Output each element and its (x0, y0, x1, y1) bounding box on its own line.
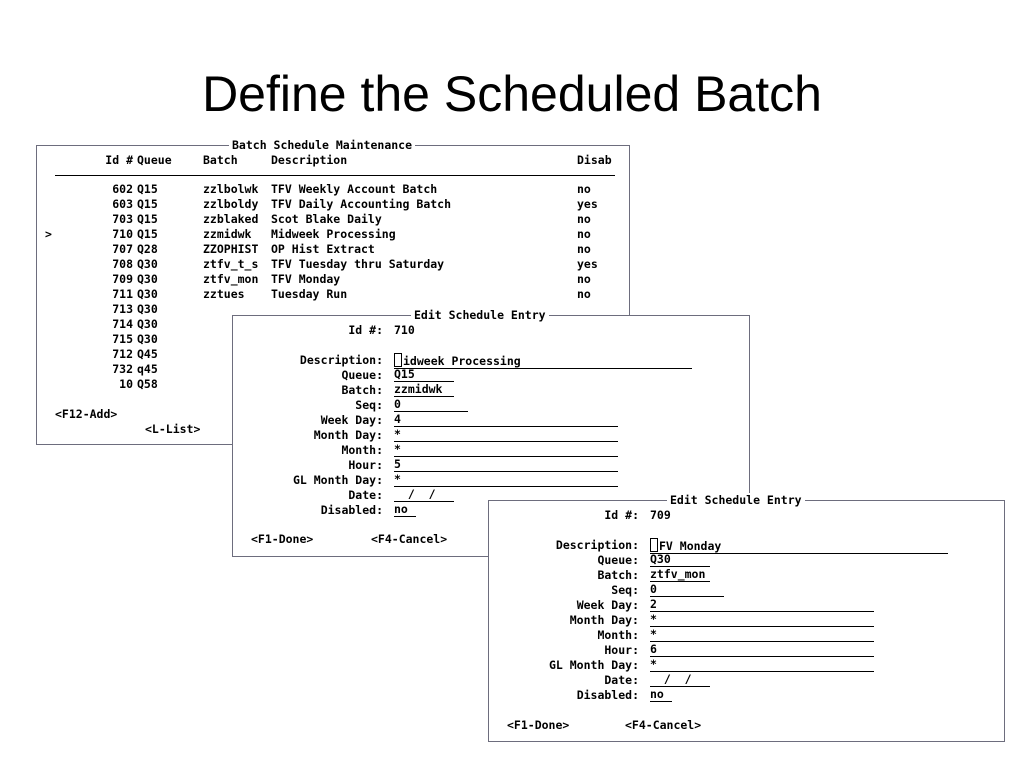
month-day-field[interactable] (394, 428, 618, 442)
queue-value: Q30 (650, 552, 671, 566)
row-id: 703 (112, 212, 133, 226)
row-queue: q45 (137, 362, 158, 376)
description-field[interactable] (394, 353, 692, 369)
row-description: Scot Blake Daily (271, 212, 382, 226)
hour-value: 5 (394, 457, 401, 471)
edit1-cancel-key[interactable]: <F4-Cancel> (371, 532, 448, 546)
disabled-field[interactable] (394, 503, 416, 517)
edit2-cancel-key[interactable]: <F4-Cancel> (625, 718, 702, 732)
description-value: idweek Processing (403, 354, 521, 368)
hour-label: Hour: (604, 643, 639, 657)
month-field[interactable] (394, 443, 618, 457)
row-id: 711 (112, 287, 133, 301)
hour-value: 6 (650, 642, 657, 656)
date-value: / / (650, 672, 706, 686)
header-disabled: Disab (577, 153, 612, 167)
date-value: / / (394, 487, 450, 501)
edit1-window-title: Edit Schedule Entry (411, 308, 549, 322)
row-description: OP Hist Extract (271, 242, 375, 256)
date-field[interactable] (650, 673, 710, 687)
week-day-field[interactable] (394, 413, 618, 427)
month-label: Month: (597, 628, 639, 642)
row-batch: zzlbolwk (203, 182, 259, 196)
table-row[interactable] (37, 197, 627, 212)
add-key[interactable]: <F12-Add> (55, 407, 118, 421)
table-row[interactable] (37, 257, 627, 272)
seq-field[interactable] (394, 398, 468, 412)
row-disabled: yes (577, 257, 598, 271)
queue-label: Queue: (597, 553, 639, 567)
row-queue: Q30 (137, 287, 158, 301)
table-row[interactable] (37, 227, 627, 242)
row-queue: Q15 (137, 182, 158, 196)
date-label: Date: (348, 488, 383, 502)
month-field[interactable] (650, 628, 874, 642)
gl-month-day-label: GL Month Day: (548, 658, 639, 672)
table-row[interactable] (37, 242, 627, 257)
id-label: Id #: (604, 508, 639, 522)
week-day-label: Week Day: (576, 598, 639, 612)
gl-month-day-field[interactable] (650, 658, 874, 672)
row-queue: Q30 (137, 257, 158, 271)
edit-schedule-window-709 (488, 493, 1005, 742)
seq-field[interactable] (650, 583, 724, 597)
hour-field[interactable] (650, 643, 874, 657)
row-disabled: no (577, 287, 591, 301)
description-field[interactable] (650, 538, 948, 554)
seq-label: Seq: (355, 398, 383, 412)
batch-field[interactable] (650, 568, 710, 582)
batch-value: ztfv_mon (650, 567, 706, 581)
gl-month-day-value: * (394, 472, 401, 486)
row-id: 732 (112, 362, 133, 376)
row-batch: ztfv_mon (203, 272, 259, 286)
text-cursor (650, 538, 658, 552)
header-description: Description (271, 153, 348, 167)
queue-label: Queue: (341, 368, 383, 382)
id-value: 710 (394, 323, 415, 337)
month-day-field[interactable] (650, 613, 874, 627)
row-queue: Q15 (137, 212, 158, 226)
row-disabled: no (577, 227, 591, 241)
row-batch: zztues (203, 287, 245, 301)
disabled-field[interactable] (650, 688, 672, 702)
row-id: 713 (112, 302, 133, 316)
description-value: FV Monday (659, 539, 722, 553)
edit2-done-key[interactable]: <F1-Done> (507, 718, 570, 732)
row-description: TFV Monday (271, 272, 341, 286)
row-id: 10 (119, 377, 133, 391)
month-value: * (650, 627, 657, 641)
row-description: TFV Weekly Account Batch (271, 182, 438, 196)
row-batch: ztfv_t_s (203, 257, 259, 271)
month-day-label: Month Day: (313, 428, 383, 442)
id-value: 709 (650, 508, 671, 522)
month-day-value: * (650, 612, 657, 626)
queue-field[interactable] (650, 553, 710, 567)
disabled-value: no (650, 687, 664, 701)
week-day-label: Week Day: (320, 413, 383, 427)
week-day-value: 4 (394, 412, 401, 426)
header-queue: Queue (137, 153, 172, 167)
gl-month-day-value: * (650, 657, 657, 671)
month-label: Month: (341, 443, 383, 457)
row-disabled: no (577, 182, 591, 196)
row-queue: Q30 (137, 317, 158, 331)
batch-value: zzmidwk (394, 382, 443, 396)
row-id: 714 (112, 317, 133, 331)
row-queue: Q15 (137, 227, 158, 241)
row-batch: zzblaked (203, 212, 259, 226)
disabled-label: Disabled: (576, 688, 639, 702)
batch-label: Batch: (597, 568, 639, 582)
row-disabled: no (577, 212, 591, 226)
text-cursor (394, 353, 402, 367)
gl-month-day-label: GL Month Day: (292, 473, 383, 487)
row-queue: Q30 (137, 272, 158, 286)
week-day-field[interactable] (650, 598, 874, 612)
row-description: TFV Daily Accounting Batch (271, 197, 452, 211)
table-row[interactable] (37, 287, 627, 302)
id-label: Id #: (348, 323, 383, 337)
row-queue: Q30 (137, 332, 158, 346)
seq-value: 0 (650, 582, 657, 596)
list-key[interactable]: <L-List> (145, 422, 201, 436)
row-description: Tuesday Run (271, 287, 348, 301)
edit1-done-key[interactable]: <F1-Done> (251, 532, 314, 546)
gl-month-day-field[interactable] (394, 473, 618, 487)
seq-label: Seq: (611, 583, 639, 597)
header-batch: Batch (203, 153, 238, 167)
description-label: Description: (555, 538, 639, 552)
week-day-value: 2 (650, 597, 657, 611)
row-marker: > (45, 227, 52, 241)
slide-title: Define the Scheduled Batch (202, 66, 822, 122)
row-disabled: no (577, 242, 591, 256)
hour-label: Hour: (348, 458, 383, 472)
row-queue: Q15 (137, 197, 158, 211)
month-day-value: * (394, 427, 401, 441)
row-id: 712 (112, 347, 133, 361)
batch-field[interactable] (394, 383, 454, 397)
row-id: 708 (112, 257, 133, 271)
batch-label: Batch: (341, 383, 383, 397)
row-id: 715 (112, 332, 133, 346)
queue-value: Q15 (394, 367, 415, 381)
date-field[interactable] (394, 488, 454, 502)
list-window-title: Batch Schedule Maintenance (229, 138, 415, 152)
row-batch: zzlboldy (203, 197, 259, 211)
table-row[interactable] (37, 182, 627, 197)
seq-value: 0 (394, 397, 401, 411)
month-value: * (394, 442, 401, 456)
row-disabled: yes (577, 197, 598, 211)
row-queue: Q28 (137, 242, 158, 256)
header-id: Id # (105, 153, 133, 167)
row-description: Midweek Processing (271, 227, 396, 241)
table-row[interactable] (37, 272, 627, 287)
edit2-window-title: Edit Schedule Entry (667, 493, 805, 507)
queue-field[interactable] (394, 368, 454, 382)
row-batch: zzmidwk (203, 227, 252, 241)
row-queue: Q58 (137, 377, 158, 391)
row-id: 710 (112, 227, 133, 241)
date-label: Date: (604, 673, 639, 687)
row-queue: Q45 (137, 347, 158, 361)
disabled-value: no (394, 502, 408, 516)
row-queue: Q30 (137, 302, 158, 316)
row-batch: ZZOPHIST (203, 242, 259, 256)
row-id: 709 (112, 272, 133, 286)
row-description: TFV Tuesday thru Saturday (271, 257, 445, 271)
disabled-label: Disabled: (320, 503, 383, 517)
table-row[interactable] (37, 212, 627, 227)
row-id: 602 (112, 182, 133, 196)
hour-field[interactable] (394, 458, 618, 472)
header-separator (55, 175, 615, 176)
row-disabled: no (577, 272, 591, 286)
row-id: 707 (112, 242, 133, 256)
month-day-label: Month Day: (569, 613, 639, 627)
row-id: 603 (112, 197, 133, 211)
description-label: Description: (299, 353, 383, 367)
